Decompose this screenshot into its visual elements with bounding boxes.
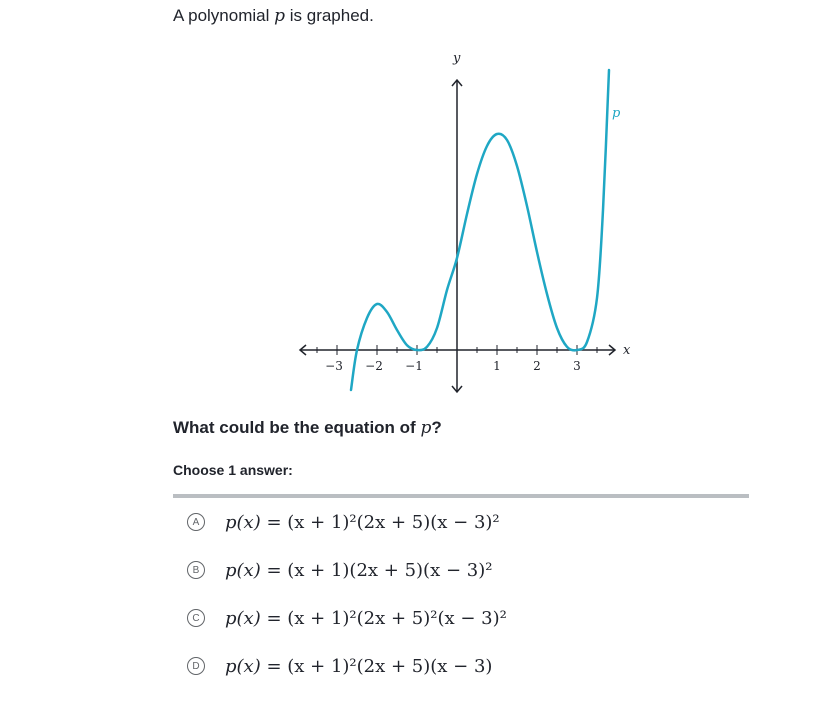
x-tick-label: 3: [573, 359, 581, 373]
choice-b-letter-icon: B: [187, 561, 205, 579]
question-text-after: ?: [431, 418, 442, 437]
prompt-variable: p: [274, 6, 286, 26]
choice-a-text: [225, 512, 500, 533]
prompt-text-before: A polynomial: [173, 6, 275, 25]
choice-c[interactable]: [187, 603, 747, 633]
question-variable: p: [420, 418, 432, 438]
x-tick-label: 2: [533, 359, 541, 373]
x-tick-label: −2: [365, 359, 383, 373]
choice-c-formula: = (x + 1)²(2x + 5)²(x − 3)²: [260, 607, 507, 629]
x-tick-label: 1: [493, 359, 501, 373]
graph-axes: [300, 80, 615, 392]
polynomial-curve: [351, 70, 609, 390]
choice-d-formula: = (x + 1)²(2x + 5)(x − 3): [260, 655, 493, 677]
choice-d[interactable]: [187, 651, 747, 681]
choice-b-prefix: p(x): [225, 559, 261, 581]
x-tick-label: −1: [405, 359, 423, 373]
choices-divider: [173, 494, 749, 498]
x-axis-label: x: [623, 343, 631, 358]
prompt-text-after: is graphed.: [285, 6, 374, 25]
choice-b[interactable]: [187, 555, 747, 585]
choice-c-text: [225, 608, 507, 629]
x-axis-tick-labels: [325, 359, 581, 373]
choice-a-prefix: p(x): [225, 511, 261, 533]
question-text-before: What could be the equation of: [173, 418, 421, 437]
choose-instruction: Choose 1 answer:: [173, 462, 293, 478]
choice-c-prefix: p(x): [225, 607, 261, 629]
choice-b-formula: = (x + 1)(2x + 5)(x − 3)²: [260, 559, 493, 581]
choice-b-text: [225, 560, 492, 581]
choice-d-prefix: p(x): [225, 655, 261, 677]
choice-a[interactable]: [187, 507, 747, 537]
choice-a-formula: = (x + 1)²(2x + 5)(x − 3)²: [260, 511, 500, 533]
choice-a-letter-icon: A: [187, 513, 205, 531]
choice-d-letter-icon: D: [187, 657, 205, 675]
choice-c-letter-icon: C: [187, 609, 205, 627]
choice-d-text: [225, 656, 492, 677]
x-tick-label: −3: [325, 359, 343, 373]
curve-label: p: [612, 106, 621, 121]
y-axis-label: y: [453, 51, 461, 66]
question-text: [173, 417, 442, 439]
